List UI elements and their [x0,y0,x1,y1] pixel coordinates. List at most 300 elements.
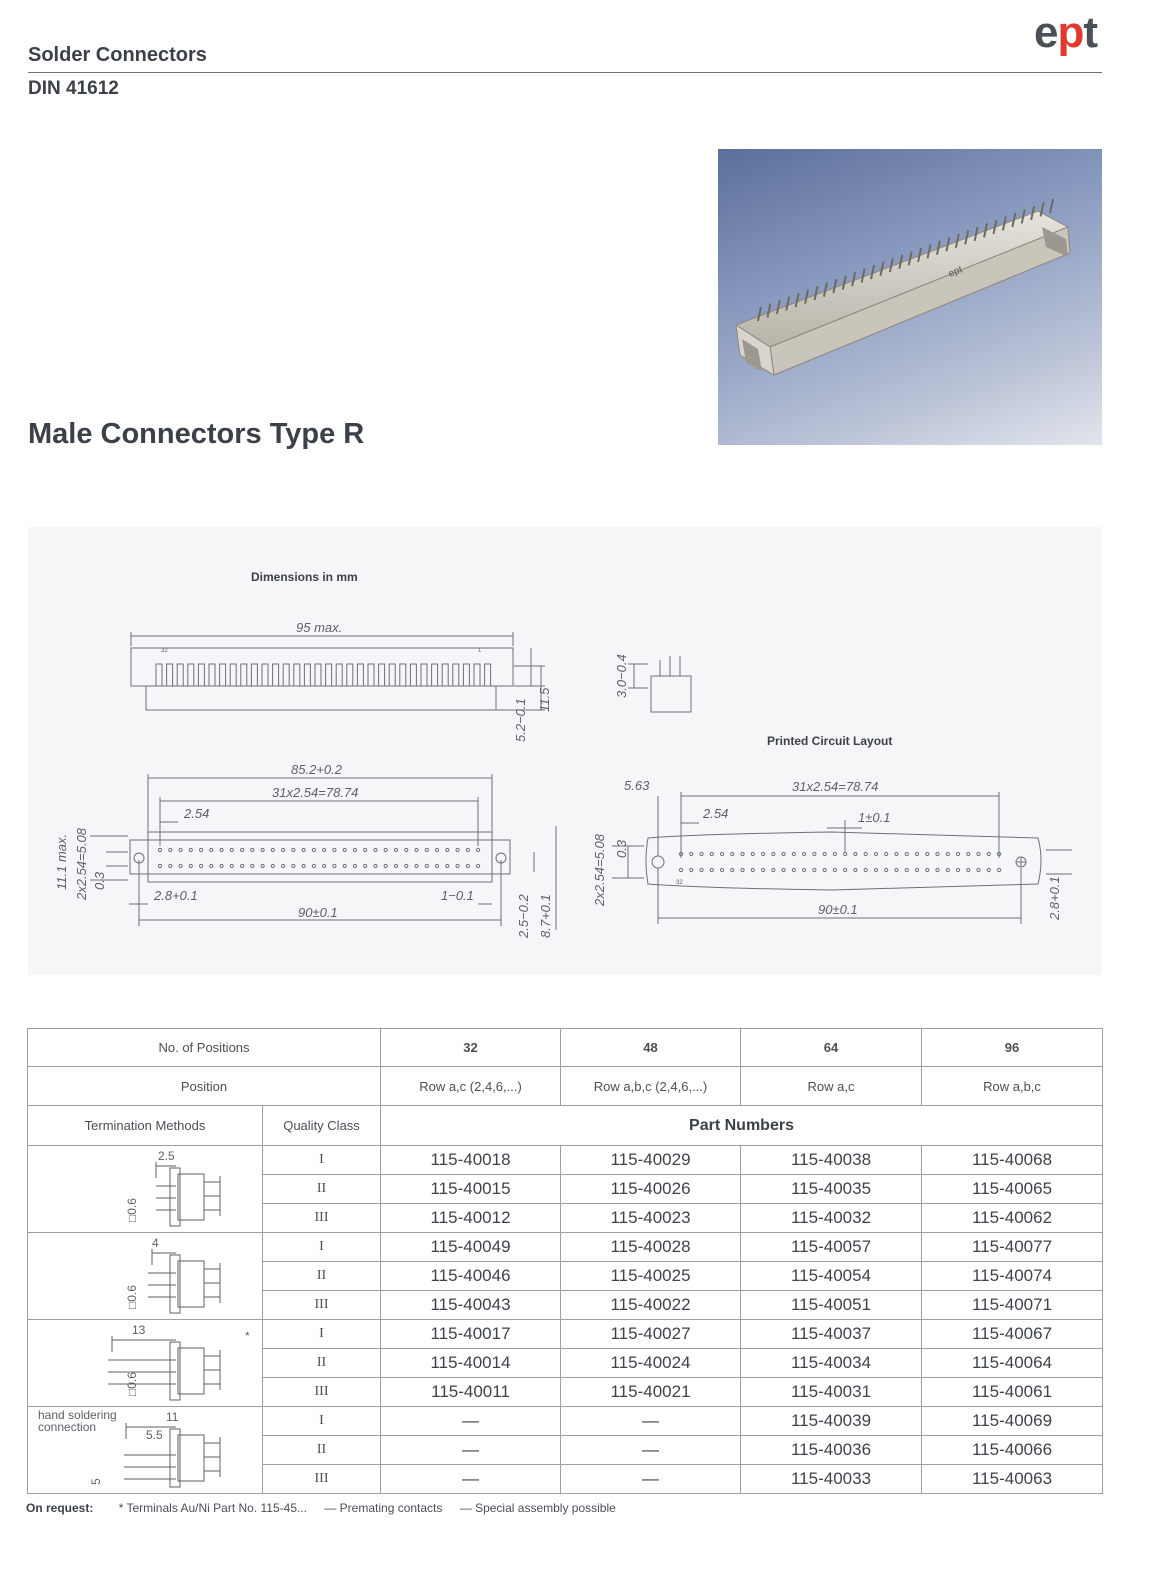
side-pin [357,664,363,686]
pcb-pad [854,852,857,855]
positions-label: No. of Positions [28,1029,381,1067]
top-pin [435,848,438,851]
side-pin [326,664,332,686]
pcb-pad [987,868,990,871]
side-pin [421,664,427,686]
pcb-pad [844,852,847,855]
quality-class-cell: I [263,1146,381,1175]
pcb-pad [772,852,775,855]
quality-class-cell: II [263,1175,381,1204]
pcb-outline [646,832,1041,890]
side-pin [400,664,406,686]
top-pin [189,864,192,867]
pcb-dim-1: 1±0.1 [858,810,891,825]
top-pin [158,864,161,867]
termination-diagram [28,1320,263,1406]
part-number-cell: 115-40017 [381,1320,561,1349]
side-pin [347,664,353,686]
top-pin [435,864,438,867]
top-pin [364,864,367,867]
pcb-pad [885,852,888,855]
pcb-pad [833,852,836,855]
top-pin [312,848,315,851]
position-row [28,1067,1103,1106]
termination-method-cell [28,1407,263,1494]
top-pin [282,848,285,851]
pcb-pad [905,852,908,855]
col-positions-48: 48 [561,1029,741,1067]
pcb-pad [731,852,734,855]
quality-class-cell: III [263,1204,381,1233]
dim-11-1max: 11.1 max. [54,833,69,890]
pcb-pad [895,852,898,855]
top-pin [343,848,346,851]
part-number-table [27,1028,1103,1494]
pcb-pad [823,868,826,871]
part-numbers-heading: Part Numbers [381,1106,1103,1146]
pcb-pad [874,852,877,855]
top-pin [292,848,295,851]
dim-85-2: 85.2+0.2 [291,762,342,777]
dimensions-heading: Dimensions in mm [251,570,358,584]
pcb-pad [854,868,857,871]
top-pin [251,864,254,867]
top-pin [476,848,479,851]
dim-label: □0.6 [125,1198,139,1222]
side-pin [304,664,310,686]
dim-78-74: 31x2.54=78.74 [272,785,359,800]
top-pin [456,848,459,851]
dim-11-5: 11.5 [537,687,552,712]
part-number-cell: 115-40039 [741,1407,922,1436]
top-pin [210,848,213,851]
top-pin [425,848,428,851]
part-number-cell: — [381,1436,561,1465]
dim-1: 1−0.1 [441,888,474,903]
positions-row [28,1029,1103,1067]
pcb-pad [782,852,785,855]
quality-class-label: Quality Class [263,1106,381,1146]
pcb-pin-label-32: 32 [676,880,683,886]
side-pin [463,664,469,686]
top-pin [220,848,223,851]
top-pin [179,864,182,867]
top-pin [466,864,469,867]
top-pin [282,864,285,867]
top-pin [405,848,408,851]
page-title: Male Connectors Type R [28,418,365,450]
hand-soldering-note-line: hand soldering [38,1408,117,1422]
dim-8-7: 8.7+0.1 [538,894,553,938]
part-number-cell: 115-40035 [741,1175,922,1204]
col-positions-64: 64 [741,1029,922,1067]
part-number-cell: 115-40043 [381,1291,561,1320]
part-number-cell: — [561,1465,741,1494]
logo-letter-p: p [1057,8,1084,57]
side-pin [188,664,194,686]
pcb-pad [987,852,990,855]
part-number-cell: 115-40036 [741,1436,922,1465]
connector-top-view [130,840,510,874]
part-number-cell: 115-40022 [561,1291,741,1320]
part-number-cell: 115-40062 [922,1204,1103,1233]
pcb-pad [710,852,713,855]
part-number-cell: 115-40064 [922,1349,1103,1378]
part-number-cell: 115-40049 [381,1233,561,1262]
top-pin [456,864,459,867]
top-pin [446,848,449,851]
part-number-cell: 115-40074 [922,1262,1103,1291]
top-pin [415,864,418,867]
pcb-pad [885,868,888,871]
dim-label: 11 [166,1410,179,1424]
top-pin [302,848,305,851]
top-pin [261,848,264,851]
top-pin [271,848,274,851]
part-number-cell: 115-40061 [922,1378,1103,1407]
quality-class-cell: I [263,1407,381,1436]
termination-diagram [28,1146,263,1232]
part-number-cell: 115-40028 [561,1233,741,1262]
side-pin [156,664,162,686]
side-pin [251,664,257,686]
top-pin [425,864,428,867]
quality-class-cell: III [263,1378,381,1407]
top-pin [158,848,161,851]
part-number-cell: 115-40063 [922,1465,1103,1494]
part-number-cell: 115-40026 [561,1175,741,1204]
top-pin [394,864,397,867]
quality-class-cell: II [263,1349,381,1378]
pcb-pad [915,868,918,871]
side-pin [220,664,226,686]
pcb-pad [803,852,806,855]
pin-label-32: 32 [161,648,168,654]
top-pin [343,864,346,867]
side-pin [410,664,416,686]
pcb-pad [741,852,744,855]
pcb-pad [823,852,826,855]
part-number-cell: 115-40027 [561,1320,741,1349]
pcb-pad [679,868,682,871]
pcb-dim-5-63: 5.63 [624,778,650,793]
side-pin [368,664,374,686]
dim-label: 13 [132,1323,146,1337]
footnote-item: — Special assembly possible [459,1501,616,1515]
pcb-pad [946,852,949,855]
top-pin [374,848,377,851]
top-pin [240,848,243,851]
pcb-pad [761,868,764,871]
pcb-pad [833,868,836,871]
pcb-layout-heading: Printed Circuit Layout [767,734,893,748]
top-pin [271,864,274,867]
pcb-pad [803,868,806,871]
side-pin [294,664,300,686]
pcb-dim-78-74: 31x2.54=78.74 [792,779,879,794]
col-rows-96: Row a,b,c [922,1067,1103,1106]
termination-diagram [28,1407,263,1493]
part-number-cell: 115-40067 [922,1320,1103,1349]
pcb-pad [946,868,949,871]
dim-label: 2.5 [158,1149,175,1163]
side-pin [336,664,342,686]
top-pin [353,848,356,851]
col-positions-96: 96 [922,1029,1103,1067]
dim-label: □0.6 [125,1372,139,1396]
top-pin [169,864,172,867]
footnote [26,1501,630,1515]
dim-0-3: 0.3 [92,871,107,890]
top-pin [353,864,356,867]
pcb-dim-2-54: 2.54 [703,806,729,821]
logo-letter-e: e [1034,8,1058,57]
side-pin [485,664,491,686]
top-pin [384,848,387,851]
top-pin [199,848,202,851]
top-pin [169,848,172,851]
pcb-pad [720,852,723,855]
table-row [28,1407,1103,1436]
pcb-pad [956,852,959,855]
col-positions-32: 32 [381,1029,561,1067]
top-pin [189,848,192,851]
pcb-pad [915,852,918,855]
subheader-row [28,1106,1103,1146]
dim-2-5: 2.5−0.2 [516,894,531,938]
top-pin [179,848,182,851]
part-number-cell: 115-40011 [381,1378,561,1407]
part-number-cell: 115-40038 [741,1146,922,1175]
side-pin [315,664,321,686]
footnote-label: On request: [26,1501,94,1515]
top-pin [312,864,315,867]
top-pin [364,848,367,851]
terminal-star: * [245,1329,250,1343]
side-pin [230,664,236,686]
table-row [28,1320,1103,1349]
top-pin [323,864,326,867]
part-number-cell: 115-40071 [922,1291,1103,1320]
top-pin [333,848,336,851]
pcb-pad [731,868,734,871]
top-pin [199,864,202,867]
pcb-pad [864,868,867,871]
pcb-dim-90: 90±0.1 [818,902,858,917]
pcb-pad [751,868,754,871]
dim-2-54: 2.54 [184,806,210,821]
pcb-pad [967,852,970,855]
pin-label-1: 1 [478,648,482,654]
termination-method-cell [28,1320,263,1407]
logo-letter-t: t [1083,8,1098,57]
part-number-cell: — [381,1407,561,1436]
top-pin [230,848,233,851]
top-pin [292,864,295,867]
side-pin [432,664,438,686]
dim-label: 5.5 [146,1428,163,1442]
part-number-cell: 115-40057 [741,1233,922,1262]
top-pin [415,848,418,851]
pcb-pad [936,868,939,871]
hand-soldering-note [38,1408,117,1434]
svg-text:ept: ept [947,264,965,280]
table-row [28,1146,1103,1175]
side-pin [209,664,215,686]
top-pin [323,848,326,851]
pcb-pad [751,852,754,855]
part-number-cell: 115-40054 [741,1262,922,1291]
part-number-cell: 115-40012 [381,1204,561,1233]
termination-method-cell [28,1233,263,1320]
top-pin [230,864,233,867]
quality-class-cell: I [263,1320,381,1349]
part-number-cell: 115-40032 [741,1204,922,1233]
top-pin [446,864,449,867]
pcb-pad [874,868,877,871]
part-number-cell: 115-40046 [381,1262,561,1291]
pcb-pad [936,852,939,855]
pcb-pad [782,868,785,871]
pcb-pad [977,852,980,855]
pcb-pad [926,852,929,855]
pcb-pad [700,868,703,871]
top-pin [384,864,387,867]
termination-diagram [28,1233,263,1319]
pcb-pad [895,868,898,871]
pcb-dim-5-08: 2x2.54=5.08 [592,834,607,906]
part-number-cell: 115-40014 [381,1349,561,1378]
top-pin [333,864,336,867]
top-pin [240,864,243,867]
connector-end-view [651,676,691,712]
side-pin [442,664,448,686]
top-pin [251,848,254,851]
connector-side-base [146,686,496,710]
part-number-cell: — [561,1407,741,1436]
side-pin [262,664,268,686]
pcb-pad [997,868,1000,871]
side-pin [241,664,247,686]
part-number-cell: 115-40023 [561,1204,741,1233]
part-number-cell: 115-40065 [922,1175,1103,1204]
pcb-pad [700,852,703,855]
pcb-pad [844,868,847,871]
top-pin [261,864,264,867]
part-number-cell: 115-40034 [741,1349,922,1378]
side-pin [167,664,173,686]
pcb-pad [905,868,908,871]
part-number-cell: 115-40021 [561,1378,741,1407]
side-pin [379,664,385,686]
side-pin [273,664,279,686]
part-number-cell: — [561,1436,741,1465]
dim-3-0: 3.0−0.4 [614,654,629,698]
part-number-cell: 115-40077 [922,1233,1103,1262]
dim-label: □0.6 [125,1285,139,1309]
pcb-pad [761,852,764,855]
side-pin [177,664,183,686]
table-row [28,1233,1103,1262]
pcb-pad [813,868,816,871]
pcb-pad [956,868,959,871]
top-pin [405,864,408,867]
pcb-pad [864,852,867,855]
col-rows-48: Row a,b,c (2,4,6,...) [561,1067,741,1106]
quality-class-cell: III [263,1291,381,1320]
pcb-pad [926,868,929,871]
pcb-pad [690,852,693,855]
part-number-cell: 115-40031 [741,1378,922,1407]
dim-90: 90±0.1 [298,905,338,920]
top-pin [394,848,397,851]
position-label: Position [28,1067,381,1106]
part-number-cell: 115-40033 [741,1465,922,1494]
quality-class-cell: I [263,1233,381,1262]
pcb-pad [741,868,744,871]
dim-label: 4 [152,1236,159,1250]
dim-2-8: 2.8+0.1 [154,888,198,903]
side-pin [453,664,459,686]
pcb-pad [967,868,970,871]
part-number-cell: 115-40029 [561,1146,741,1175]
part-number-cell: 115-40025 [561,1262,741,1291]
part-number-cell: 115-40051 [741,1291,922,1320]
part-number-cell: 115-40066 [922,1436,1103,1465]
pcb-pad [792,868,795,871]
top-pin [210,864,213,867]
dim-5-08: 2x2.54=5.08 [74,828,89,900]
pcb-pad [977,868,980,871]
top-pin [302,864,305,867]
top-pin [220,864,223,867]
hand-soldering-note-line: connection [38,1420,97,1434]
quality-class-cell: II [263,1262,381,1291]
part-number-cell: 115-40069 [922,1407,1103,1436]
termination-label: Termination Methods [28,1106,263,1146]
pcb-pad [813,852,816,855]
standard-label: DIN 41612 [28,78,119,99]
pcb-pad [690,868,693,871]
part-number-cell: 115-40037 [741,1320,922,1349]
pcb-dim-0-3: 0.3 [614,839,629,858]
part-number-cell: 115-40018 [381,1146,561,1175]
part-number-cell: — [381,1465,561,1494]
pcb-dim-2-8: 2.8+0.1 [1047,876,1062,920]
quality-class-cell: III [263,1465,381,1494]
col-rows-32: Row a,c (2,4,6,...) [381,1067,561,1106]
part-number-cell: 115-40068 [922,1146,1103,1175]
dim-label: 5 [89,1478,103,1485]
section-title: Solder Connectors [28,44,207,66]
top-pin [374,864,377,867]
quality-class-cell: II [263,1436,381,1465]
pcb-pad [720,868,723,871]
footnote-item: — Premating contacts [324,1501,443,1515]
top-pin [476,864,479,867]
part-number-cell: 115-40015 [381,1175,561,1204]
pcb-pad [792,852,795,855]
part-number-cell: 115-40024 [561,1349,741,1378]
dim-5-2: 5.2−0.1 [513,698,528,742]
termination-method-cell [28,1146,263,1233]
side-pin [283,664,289,686]
side-pin [389,664,395,686]
side-pin [474,664,480,686]
col-rows-64: Row a,c [741,1067,922,1106]
top-pin [466,848,469,851]
side-pin [198,664,204,686]
